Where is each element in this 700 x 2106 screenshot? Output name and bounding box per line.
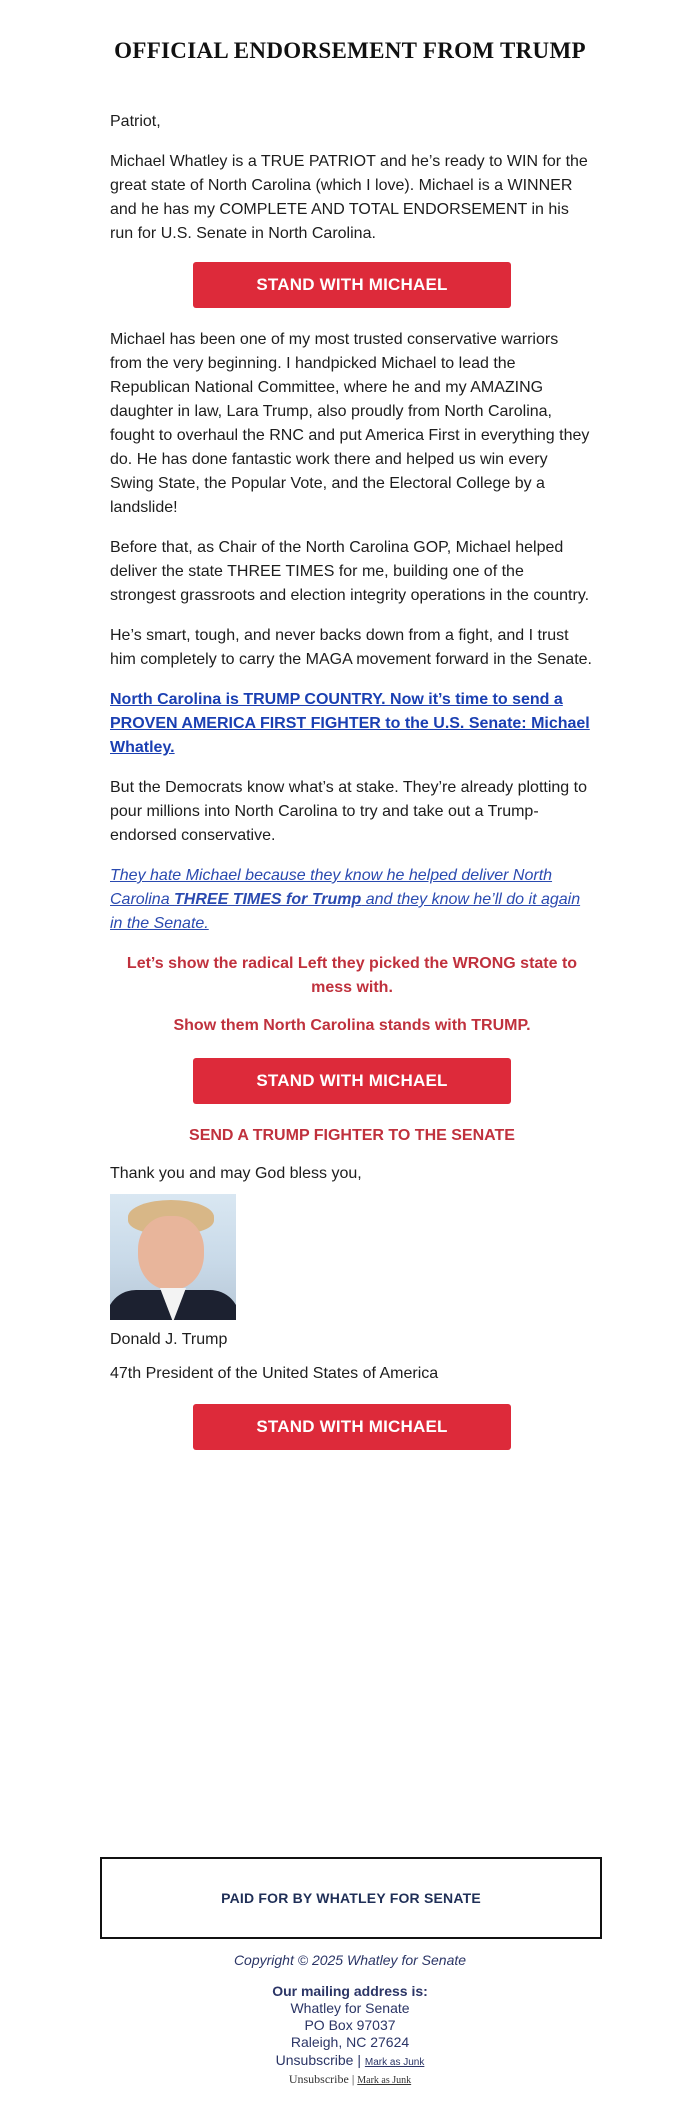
portrait-face bbox=[138, 1216, 204, 1290]
mailing-address-title: Our mailing address is: bbox=[272, 1983, 428, 1999]
address-line-1: Whatley for Senate bbox=[290, 2000, 410, 2016]
separator-2: | bbox=[351, 2072, 355, 2086]
unsubscribe-row-1 bbox=[0, 2051, 700, 2072]
paid-for-text: PAID FOR BY WHATLEY FOR SENATE bbox=[221, 1890, 481, 1906]
paragraph-democrats: But the Democrats know what’s at stake. They’re already plotting to pour millions into North Carolina to try and take out a Trump-endorsed conservative. bbox=[110, 779, 587, 844]
stand-with-michael-button-2[interactable]: STAND WITH MICHAEL bbox=[193, 1058, 511, 1104]
red-line-stands-with-trump: Show them North Carolina stands with TRUMP. bbox=[173, 1017, 531, 1034]
paragraph-smart-tough: He’s smart, tough, and never backs down from a fight, and I trust him completely to carry the MAGA movement forward in the Senate. bbox=[110, 627, 592, 668]
paragraph-ncgop: Before that, as Chair of the North Carolina GOP, Michael helped deliver the state THREE TIMES for me, building one of the strongest grassroots and election integrity operations in the country. bbox=[110, 539, 590, 604]
signature-title: 47th President of the United States of America bbox=[110, 1365, 439, 1382]
they-hate-michael-link[interactable] bbox=[110, 864, 594, 936]
address-line-3: Raleigh, NC 27624 bbox=[290, 2034, 410, 2050]
unsubscribe-link-2[interactable]: Unsubscribe bbox=[288, 2072, 349, 2086]
italic-link-bold: THREE TIMES for Trump bbox=[174, 891, 362, 908]
paragraph-rnc: Michael has been one of my most trusted conservative warriors from the very beginning. I handpicked Michael to lead the Republican National Committee, where he and my AMAZING daughter in law, Lara Trump, also proudly from North Carolina, fought to overhaul the RNC and put America First in everything they do. He has done fantastic work there and helped us win every Swing State, the Popular Vote, and the Electoral College by a landslide! bbox=[110, 331, 590, 516]
email-title: OFFICIAL ENDORSEMENT FROM TRUMP bbox=[114, 38, 586, 63]
copyright-text: Copyright © 2025 Whatley for Senate bbox=[233, 1952, 467, 1968]
unsubscribe-row-2 bbox=[0, 2072, 700, 2088]
italic-link-part1: They hate Michael because they know he helped deliver North Carolina bbox=[110, 867, 553, 908]
red-line-wrong-state: Let’s show the radical Left they picked the WRONG state to mess with. bbox=[126, 955, 578, 996]
trump-country-link[interactable]: North Carolina is TRUMP COUNTRY. Now it’s time to send a PROVEN AMERICA FIRST FIGHTER to the U.S. Senate: Michael Whatley. bbox=[110, 691, 590, 756]
unsubscribe-link-1[interactable]: Unsubscribe bbox=[275, 2052, 354, 2068]
italic-link-part2: and they know he’ll do it again in the Senate. bbox=[110, 891, 581, 932]
mark-as-junk-link-2[interactable]: Mark as Junk bbox=[357, 2075, 412, 2086]
stand-with-michael-button-3[interactable]: STAND WITH MICHAEL bbox=[193, 1404, 511, 1450]
send-fighter-text: SEND A TRUMP FIGHTER TO THE SENATE bbox=[189, 1127, 515, 1144]
trump-portrait-image bbox=[110, 1194, 236, 1320]
mark-as-junk-link-1[interactable]: Mark as Junk bbox=[364, 2057, 425, 2068]
paragraph-endorsement: Michael Whatley is a TRUE PATRIOT and he’s ready to WIN for the great state of North Carolina (which I love). Michael is a WINNER and he has my COMPLETE AND TOTAL ENDORSEMENT in his run for U.S. Senate in North Carolina. bbox=[110, 153, 588, 242]
email-footer bbox=[0, 1952, 700, 2088]
stand-with-michael-button-1[interactable]: STAND WITH MICHAEL bbox=[193, 262, 511, 308]
salutation: Patriot, bbox=[110, 113, 161, 130]
signature-name: Donald J. Trump bbox=[110, 1331, 228, 1348]
cta-wrap-1 bbox=[110, 262, 594, 308]
cta-wrap-3 bbox=[110, 1404, 594, 1450]
separator-1: | bbox=[357, 2052, 361, 2068]
closing-line: Thank you and may God bless you, bbox=[110, 1165, 362, 1182]
paid-for-box bbox=[100, 1857, 602, 1939]
email-body bbox=[110, 110, 594, 1470]
cta-wrap-2 bbox=[110, 1058, 594, 1104]
address-line-2: PO Box 97037 bbox=[304, 2017, 396, 2033]
